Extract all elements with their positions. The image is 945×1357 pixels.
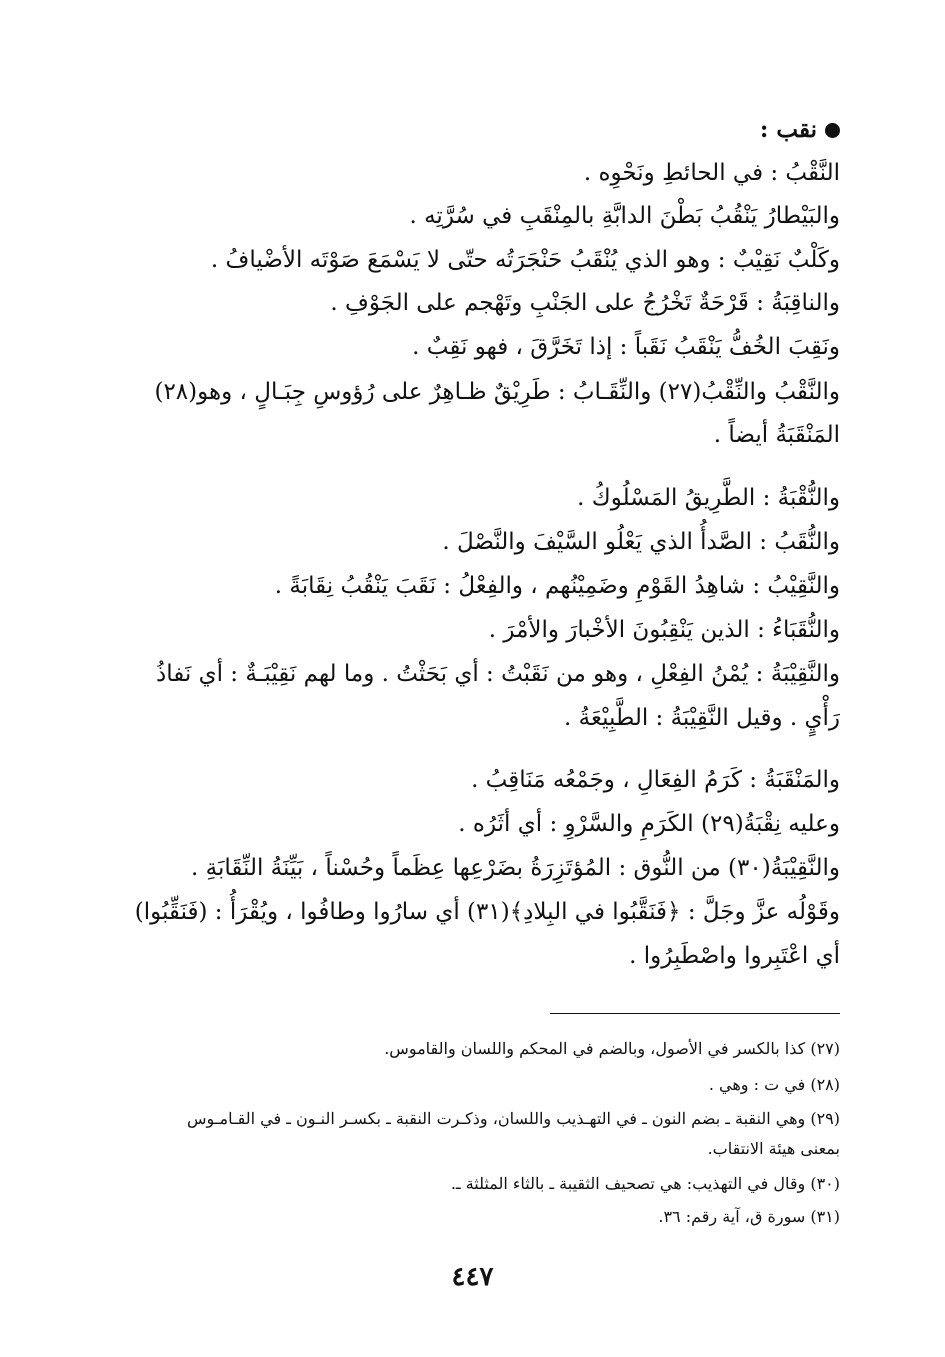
footnote: (٣١) سورة ق، آية رقم: ٣٦. [658, 1207, 840, 1226]
entry-line: المَنْقَبَةُ أيضاً . [713, 422, 840, 448]
entry-line: والنَّقِيْبَةُ(٣٠) من النُّوق : المُؤتَزِرَةُ بضَرْعِها عِظَماً وحُسْناً ، بَيِّنَةُ النِّقَابَةِ . [191, 855, 840, 881]
entry-line: والنَّقِيْبَةُ : يُمْنُ الفِعْلِ ، وهو من نَقَبْتُ : أي بَحَثْتُ . وما لهم نَقِيْبَـةٌ : أي نَفاذُ [155, 661, 840, 687]
entry-line: ونَقِبَ الخُفُّ يَنْقَبُ نَقَباً : إذا تَخَرَّقَ ، فهو نَقِبٌ . [412, 334, 840, 360]
entry-line: والمَنْقَبَةُ : كَرَمُ الفِعَالِ ، وجَمْعُه مَنَاقِبُ . [471, 767, 840, 793]
page-number: ٤٤٧ [451, 1262, 494, 1292]
entry-line: والناقِبَةُ : قَرْحَةٌ تَخْرُجُ على الجَنْبِ وتَهْجم على الجَوْفِ . [330, 290, 840, 316]
entry-line: أي اعْتَبِروا واصْطَبِرُوا . [629, 943, 840, 969]
footnote-separator [550, 1013, 840, 1014]
bullet-icon [825, 123, 840, 138]
entry-line: والنَّقِيْبُ : شاهِدُ القَوْمِ وضَمِيْنُهم ، والفِعْلُ : نَقَبَ يَنْقُبُ نِقَابَةً . [274, 573, 840, 599]
entry-line: والبَيْطارُ يَنْقُبُ بَطْنَ الدابَّةِ بالمِنْقَبِ في سُرَّتِه . [409, 203, 840, 229]
footnote: (٢٩) وهي النقبة ـ بضم النون ـ في التهـذيب واللسان، وذكـرت النقبة ـ بكسـر النـون ـ في القـامـوس [187, 1109, 840, 1128]
footnote: (٢٨) في ت : وهي . [708, 1075, 840, 1094]
footnote: (٣٠) وقال في التهذيب: هي تصحيف الثقيبة ـ بالثاء المثلثة ـ. [450, 1174, 840, 1193]
entry-line: والنُّقَبَاءُ : الذين يَنْقِبُونَ الأخْبارَ والأمْرَ . [488, 617, 840, 643]
entry-line: وكَلْبٌ نَقِيْبٌ : وهو الذي يُنْقَبُ حَنْجَرَتُه حتّى لا يَسْمَعَ صَوْتَه الأضْيافُ . [210, 247, 840, 273]
entry-line: وعليه نِقْبَةُ(٢٩) الكَرَمِ والسَّرْوِ : أي أثَرُه . [458, 811, 840, 837]
footnote: (٢٧) كذا بالكسر في الأصول، وبالضم في المحكم واللسان والقاموس. [384, 1039, 840, 1058]
entry-line: والنُّقَبُ : الصَّدأُ الذي يَعْلُو السَّيْفَ والنَّصْلَ . [442, 529, 840, 555]
entry-heading-text: نقب : [759, 116, 817, 143]
entry-line: النَّقْبُ : في الحائطِ ونَحْوِه . [583, 160, 840, 186]
entry-line: رَأْيٍ . وقيل النَّقِيْبَةُ : الطَّبِيْعَةُ . [564, 705, 840, 731]
entry-line: والنَّقْبُ والنِّقْبُ(٢٧) والنِّقَـابُ : طَرِيْقٌ ظـاهِرٌ على رُؤوسِ جِبَـالٍ ، وهو(٢٨) [154, 379, 840, 405]
entry-heading [760, 115, 840, 145]
entry-line: والنُّقْبَةُ : الطَّرِيقُ المَسْلُوكُ . [577, 485, 840, 511]
footnote-continuation: بمعنى هيئة الانتقاب. [707, 1139, 840, 1158]
entry-line: وقَوْلُه عزَّ وجَلَّ : ﴿فَنَقَّبُوا في البِلادِ﴾(٣١) أي سارُوا وطافُوا ، ويُقْرَأُ : (فَنَقِّبُوا) [134, 899, 840, 925]
